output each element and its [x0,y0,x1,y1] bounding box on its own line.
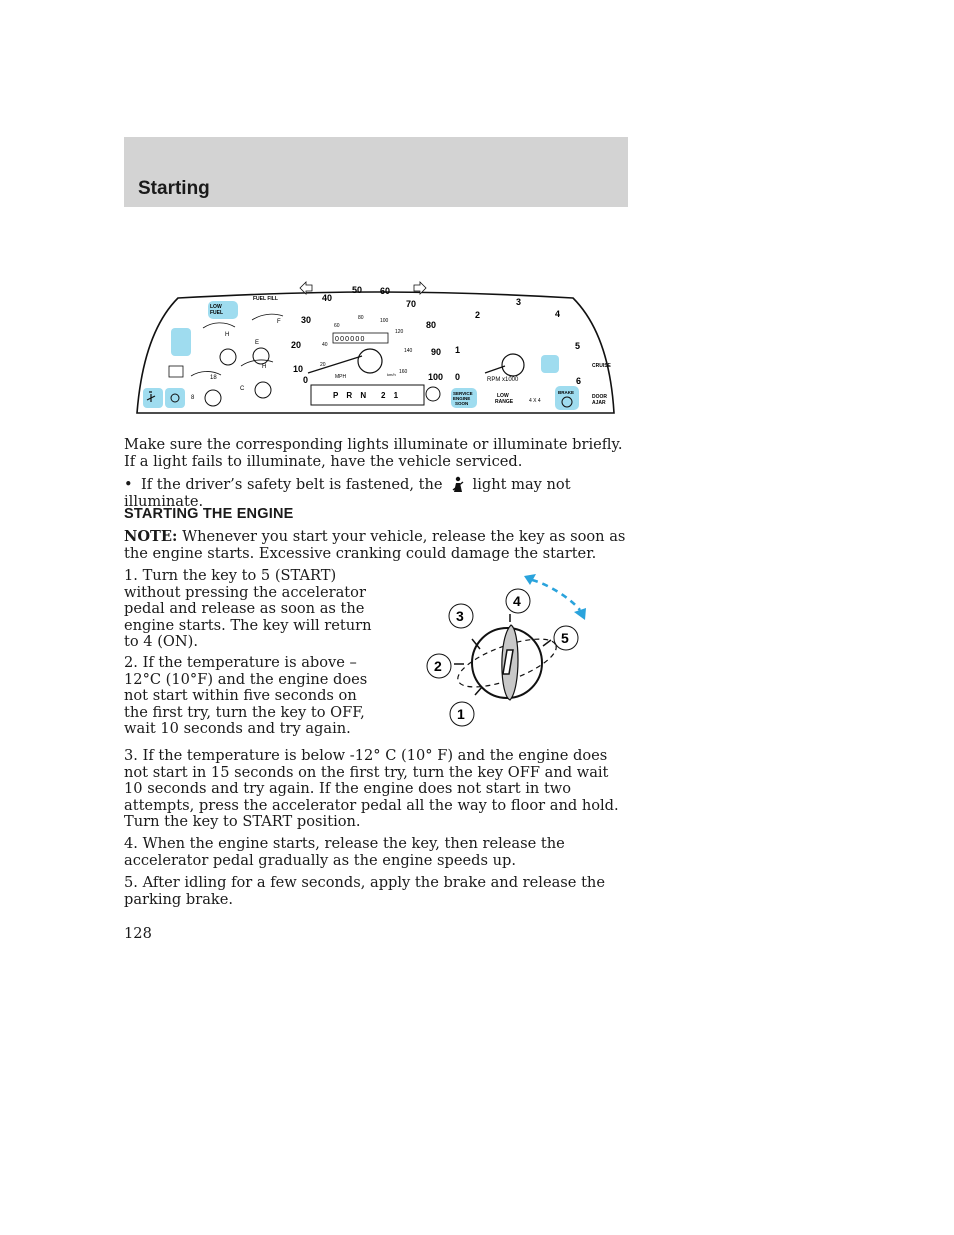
position-1-marker [450,702,474,726]
svg-text:SOON: SOON [455,401,469,406]
svg-text:LOW: LOW [497,393,509,399]
svg-text:H: H [262,364,267,370]
rotation-arrow [532,580,580,610]
position-3-marker [449,604,473,628]
svg-text:km/h: km/h [387,372,396,377]
svg-text:100: 100 [428,372,444,382]
step-1: 1. Turn the key to 5 (START) without pressing the accelerator pedal and release as soon as the engine starts. The key will return to 4 (ON). [124,567,372,650]
svg-text:80: 80 [426,320,437,330]
svg-text:4 X 4: 4 X 4 [529,398,541,404]
svg-text:18: 18 [210,375,217,381]
svg-text:AJAR: AJAR [592,400,606,406]
svg-text:2: 2 [475,310,481,320]
bullet-text-post: light may not illuminate. [124,476,571,510]
svg-text:50: 50 [352,285,363,295]
bullet-dot: • [124,476,133,493]
svg-text:E: E [255,340,260,346]
svg-text:20: 20 [320,362,326,368]
coolant-light [171,328,191,356]
svg-text:MPH: MPH [335,374,347,380]
svg-text:60: 60 [380,286,391,296]
svg-text:90: 90 [431,347,442,357]
instrument-cluster-illustration [133,268,618,428]
svg-text:1: 1 [457,706,465,722]
bullet-item [124,476,629,510]
section-title: Starting [138,178,210,199]
svg-text:3: 3 [456,608,464,624]
svg-text:160: 160 [399,369,408,375]
svg-text:30: 30 [301,315,312,325]
svg-text:RANGE: RANGE [495,399,514,405]
svg-text:BRAKE: BRAKE [558,390,575,395]
svg-text:1: 1 [455,345,461,355]
svg-text:F: F [277,319,281,325]
svg-text:8: 8 [191,395,195,401]
svg-text:2: 2 [434,658,442,674]
ignition-switch-diagram [420,568,600,728]
svg-text:5: 5 [575,341,581,351]
step-4: 4. When the engine starts, release the key, then release the accelerator pedal gradually as the engine speeds up. [124,835,565,869]
seatbelt-icon [447,476,469,492]
position-5-marker [554,626,578,650]
note-label: NOTE: [124,528,178,545]
intro-paragraph: Make sure the corresponding lights illuminate or illuminate briefly. If a light fails to illuminate, have the vehicle serviced. [124,436,623,470]
position-4-marker [506,589,530,613]
svg-text:FUEL FILL: FUEL FILL [253,296,278,302]
svg-text:140: 140 [404,348,413,354]
svg-text:CRUISE: CRUISE [592,363,611,369]
svg-text:ENGINE: ENGINE [453,396,471,401]
svg-text:RPM x1000: RPM x1000 [487,377,519,383]
svg-text:40: 40 [322,293,333,303]
airbag-light [165,388,185,408]
svg-text:LOW: LOW [210,304,222,310]
svg-text:5: 5 [561,630,569,646]
step-5: 5. After idling for a few seconds, apply the brake and release the parking brake. [124,874,605,908]
svg-text:70: 70 [406,299,417,309]
svg-text:SERVICE: SERVICE [453,391,473,396]
note-text: Whenever you start your vehicle, release the key as soon as the engine starts. Excessive cranking could damage the starter. [124,528,626,562]
svg-text:0: 0 [455,372,461,382]
svg-text:FUEL: FUEL [210,310,224,316]
svg-text:100: 100 [380,318,389,324]
svg-text:3: 3 [516,297,522,307]
bullet-text-pre: If the driver’s safety belt is fastened, the [141,476,443,493]
prnd-indicator: P R N [333,391,370,400]
svg-text:80: 80 [358,315,364,321]
svg-text:60: 60 [334,323,340,329]
svg-text:4: 4 [555,309,561,319]
prnd-gears: 2 1 [381,391,402,400]
svg-text:C: C [240,386,245,392]
svg-text:4: 4 [513,593,521,609]
step-3: 3. If the temperature is below -12° C (10° F) and the engine does not start in 15 seconds on the first try, turn the key OFF and wait 10 seconds and try again. If the engine does not start in two attempts, press the accelerator pedal all the way to floor and hold. Turn the key to START position. [124,747,619,830]
seatbelt-light [143,388,163,408]
svg-text:000000: 000000 [335,336,366,343]
svg-text:120: 120 [395,329,404,335]
step-2: 2. If the temperature is above –12°C (10°F) and the engine does not start within five seconds on the first try, turn the key to OFF, wait 10 seconds and try again. [124,654,368,737]
svg-text:H: H [225,332,230,338]
svg-text:20: 20 [291,340,302,350]
svg-text:10: 10 [293,364,304,374]
svg-text:40: 40 [322,342,328,348]
page-number: 128 [124,925,152,942]
note-paragraph [124,529,629,562]
svg-text:DOOR: DOOR [592,394,607,400]
position-2-marker [427,654,451,678]
section-heading: STARTING THE ENGINE [124,506,294,522]
svg-text:6: 6 [576,376,582,386]
traction-light [541,355,559,373]
svg-text:0: 0 [303,375,309,385]
